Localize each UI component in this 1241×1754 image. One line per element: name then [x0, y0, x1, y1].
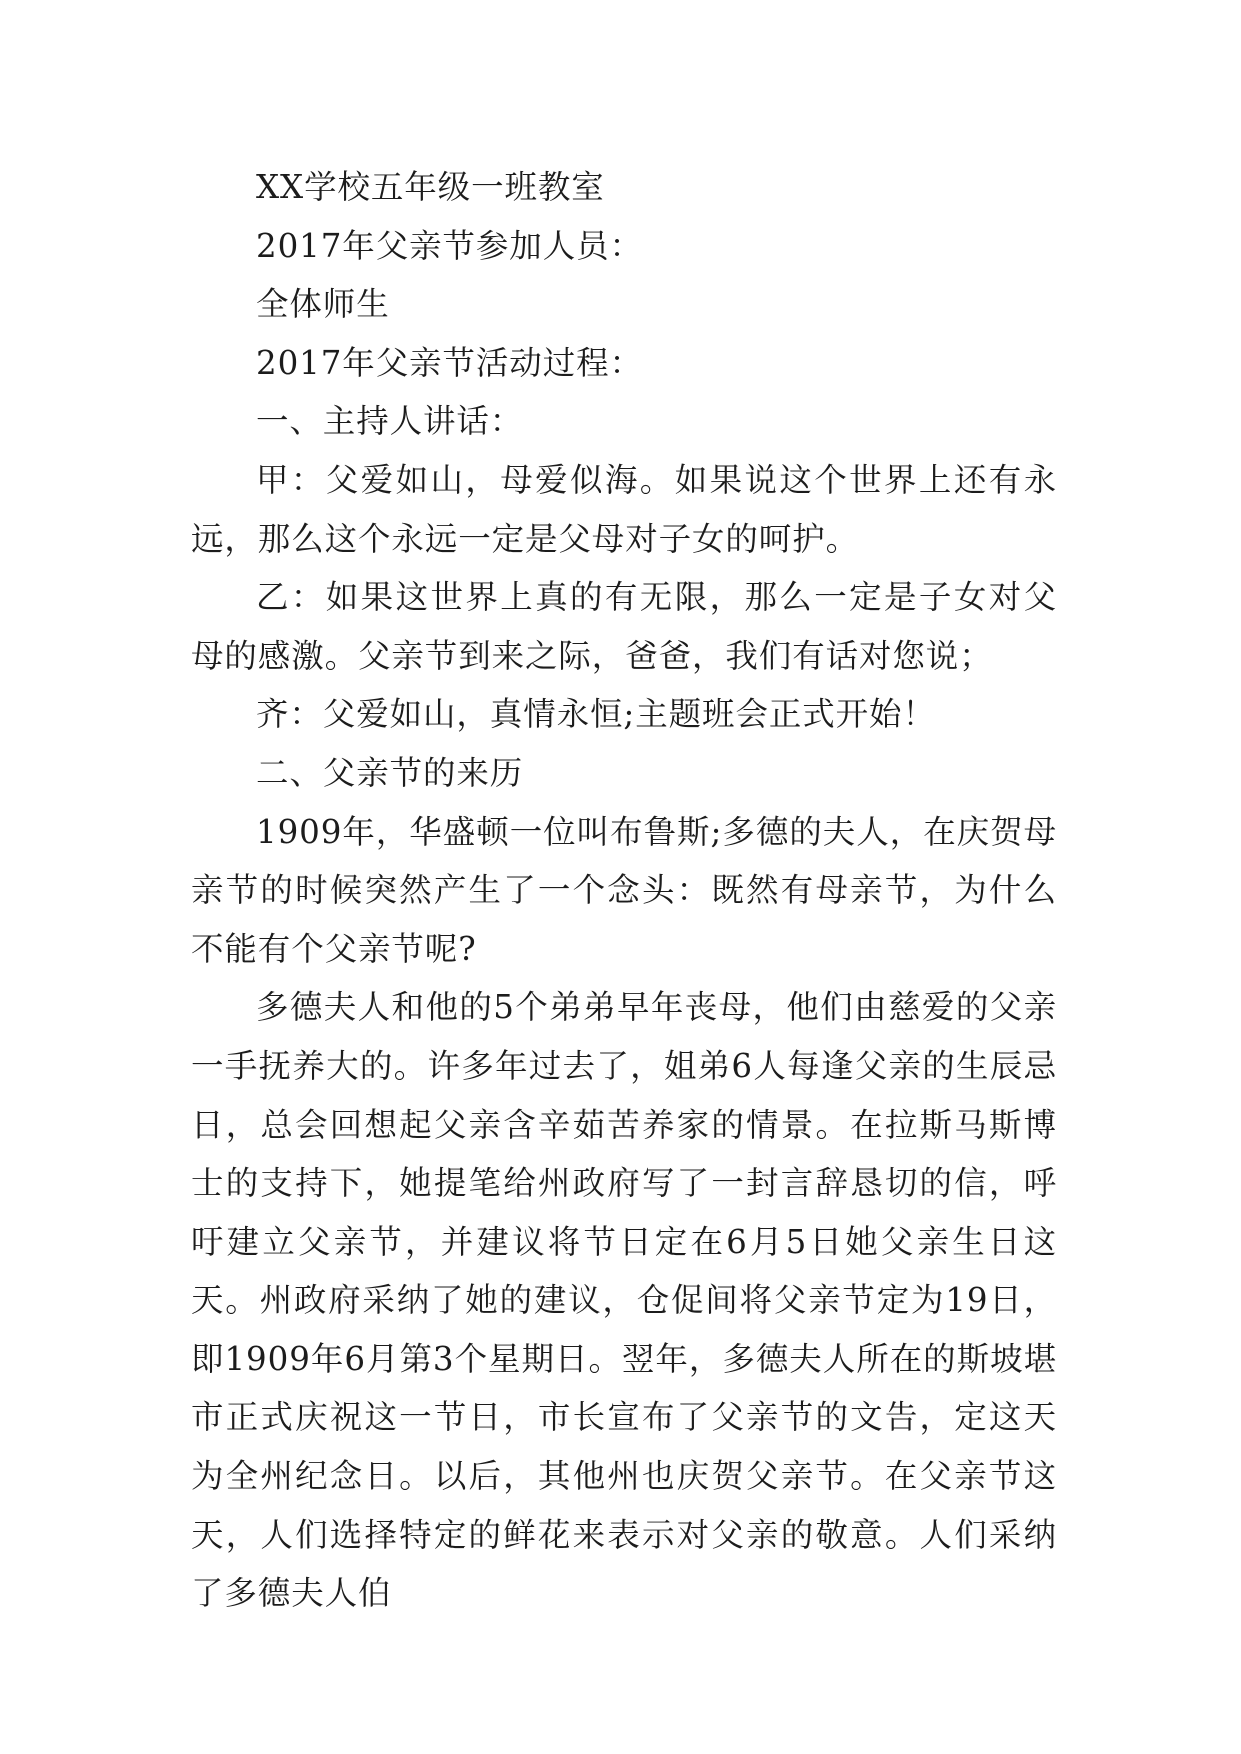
- paragraph-host-b: 乙：如果这世界上真的有无限，那么一定是子女对父母的感激。父亲节到来之际，爸爸，我们有话对您说；: [191, 578, 1057, 675]
- paragraph-origin-2: 多德夫人和他的5个弟弟早年丧母，他们由慈爱的父亲一手抚养大的。许多年过去了，姐弟6人每逢父亲的生辰忌日，总会回想起父亲含辛茹苦养家的情景。在拉斯马斯博士的支持下，她提笔给州政府写了一封言辞恳切的信，呼吁建立父亲节，并建议将节日定在6月5日她父亲生日这天。州政府采纳了她的建议，仓促间将父亲节定为19日，即1909年6月第3个星期日。翌年，多德夫人所在的斯坡堪市正式庆祝这一节日，市长宣布了父亲节的文告，定这天为全州纪念日。以后，其他州也庆贺父亲节。在父亲节这天，人们选择特定的鲜花来表示对父亲的敬意。人们采纳了多德夫人伯: [191, 988, 1057, 1613]
- paragraph-participants-heading: 2017年父亲节参加人员：: [256, 226, 643, 265]
- paragraph-host-all: 齐：父爱如山，真情永恒;主题班会正式开始！: [256, 695, 936, 734]
- document-body: [191, 158, 1057, 1623]
- paragraph-host-a: 甲：父爱如山，母爱似海。如果说这个世界上还有永远，那么这个永远一定是父母对子女的呵护。: [191, 460, 1057, 558]
- paragraph-participants: 全体师生: [256, 285, 390, 324]
- paragraph-process-heading: 2017年父亲节活动过程：: [256, 343, 643, 382]
- section-heading-host-speech: 一、主持人讲话：: [256, 402, 524, 441]
- paragraph-origin-1: 1909年，华盛顿一位叫布鲁斯;多德的夫人，在庆贺母亲节的时候突然产生了一个念头：既然有母亲节，为什么不能有个父亲节呢?: [191, 812, 1057, 968]
- paragraph-location: XX学校五年级一班教室: [256, 168, 605, 206]
- section-heading-origin: 二、父亲节的来历: [256, 753, 524, 792]
